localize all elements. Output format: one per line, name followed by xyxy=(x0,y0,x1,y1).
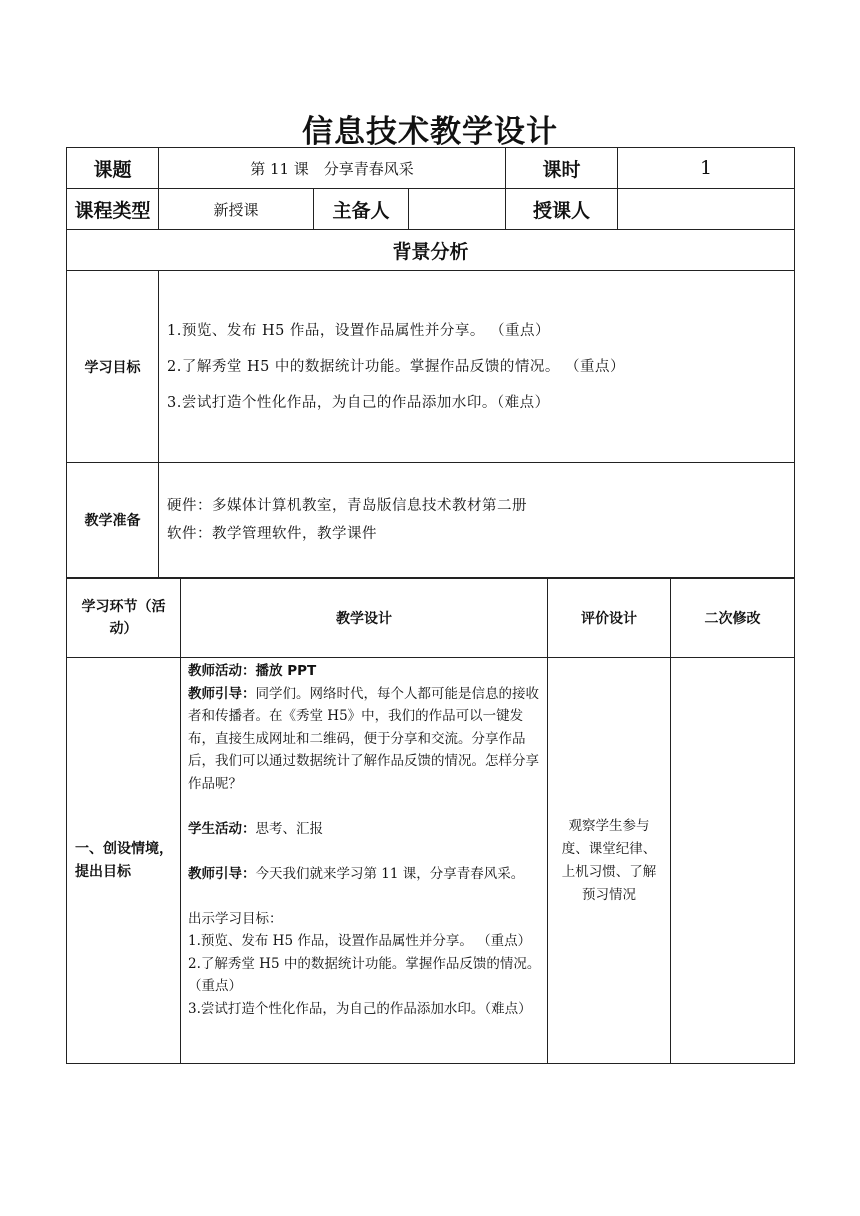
background-analysis-header: 背景分析 xyxy=(67,230,795,271)
revision-cell xyxy=(671,658,795,1064)
teacher-guide2-label: 教师引导： xyxy=(188,865,256,882)
teaching-prep-label: 教学准备 xyxy=(67,463,159,578)
lesson-info-table xyxy=(66,147,795,578)
teacher-guide2-text: 今天我们就来学习第 11 课，分享青春风采。 xyxy=(255,865,525,882)
teaching-prep-content xyxy=(159,463,795,578)
learning-goal-item: 1.预览、发布 H5 作品，设置作品属性并分享。 （重点） xyxy=(167,322,551,339)
learning-goals-content xyxy=(159,271,795,463)
student-activity-text: 思考、汇报 xyxy=(255,820,323,837)
stage-cell: 一、创设情境，提出目标 xyxy=(67,658,181,1064)
learning-goals-label: 学习目标 xyxy=(67,271,159,463)
student-activity-label: 学生活动： xyxy=(188,820,256,837)
course-type-label: 课程类型 xyxy=(67,189,159,230)
design-goal-item: 2.了解秀堂 H5 中的数据统计功能。掌握作品反馈的情况。 （重点） xyxy=(188,955,541,994)
teaching-design-table xyxy=(66,578,795,1064)
student-activity-paragraph xyxy=(188,818,541,841)
hours-label: 课时 xyxy=(506,148,618,189)
evaluation-cell: 观察学生参与度、课堂纪律、上机习惯、了解预习情况 xyxy=(548,658,671,1064)
teaching-prep-item: 软件：教学管理软件，教学课件 xyxy=(167,526,377,542)
teacher-guide-paragraph xyxy=(188,683,541,796)
teacher-value xyxy=(618,189,795,230)
stage-header: 学习环节（活动） xyxy=(67,579,181,658)
teacher-guide-label: 教师引导： xyxy=(188,685,256,702)
design-cell xyxy=(181,658,548,1064)
revision-header: 二次修改 xyxy=(671,579,795,658)
learning-goal-item: 2.了解秀堂 H5 中的数据统计功能。掌握作品反馈的情况。 （重点） xyxy=(167,358,626,375)
teacher-guide2-paragraph xyxy=(188,863,541,886)
teaching-prep-item: 硬件：多媒体计算机教室，青岛版信息技术教材第二册 xyxy=(167,498,527,514)
evaluation-header: 评价设计 xyxy=(548,579,671,658)
lesson-label: 课题 xyxy=(67,148,159,189)
learning-goal-item: 3.尝试打造个性化作品，为自己的作品添加水印。（难点） xyxy=(167,394,550,411)
teacher-guide-text: 同学们。网络时代，每个人都可能是信息的接收者和传播者。在《秀堂 H5》中，我们的作品可以一键发布，直接生成网址和二维码，便于分享和交流。分享作品后，我们可以通过数据统计了解作品反馈的情况。怎样分享作品呢？ xyxy=(188,685,539,792)
preparer-label: 主备人 xyxy=(314,189,409,230)
preparer-value xyxy=(409,189,506,230)
design-goal-item: 3.尝试打造个性化作品，为自己的作品添加水印。（难点） xyxy=(188,1000,532,1017)
design-goal-item: 1.预览、发布 H5 作品，设置作品属性并分享。 （重点） xyxy=(188,933,532,949)
course-type-value: 新授课 xyxy=(159,189,314,230)
teacher-activity: 教师活动：播放 PPT xyxy=(188,663,317,679)
lesson-value: 第 11 课 分享青春风采 xyxy=(159,148,506,189)
teacher-label: 授课人 xyxy=(506,189,618,230)
design-header: 教学设计 xyxy=(181,579,548,658)
page-title: 信息技术教学设计 xyxy=(302,114,558,150)
goals-intro: 出示学习目标： xyxy=(188,910,283,927)
hours-value: 1 xyxy=(618,148,795,189)
